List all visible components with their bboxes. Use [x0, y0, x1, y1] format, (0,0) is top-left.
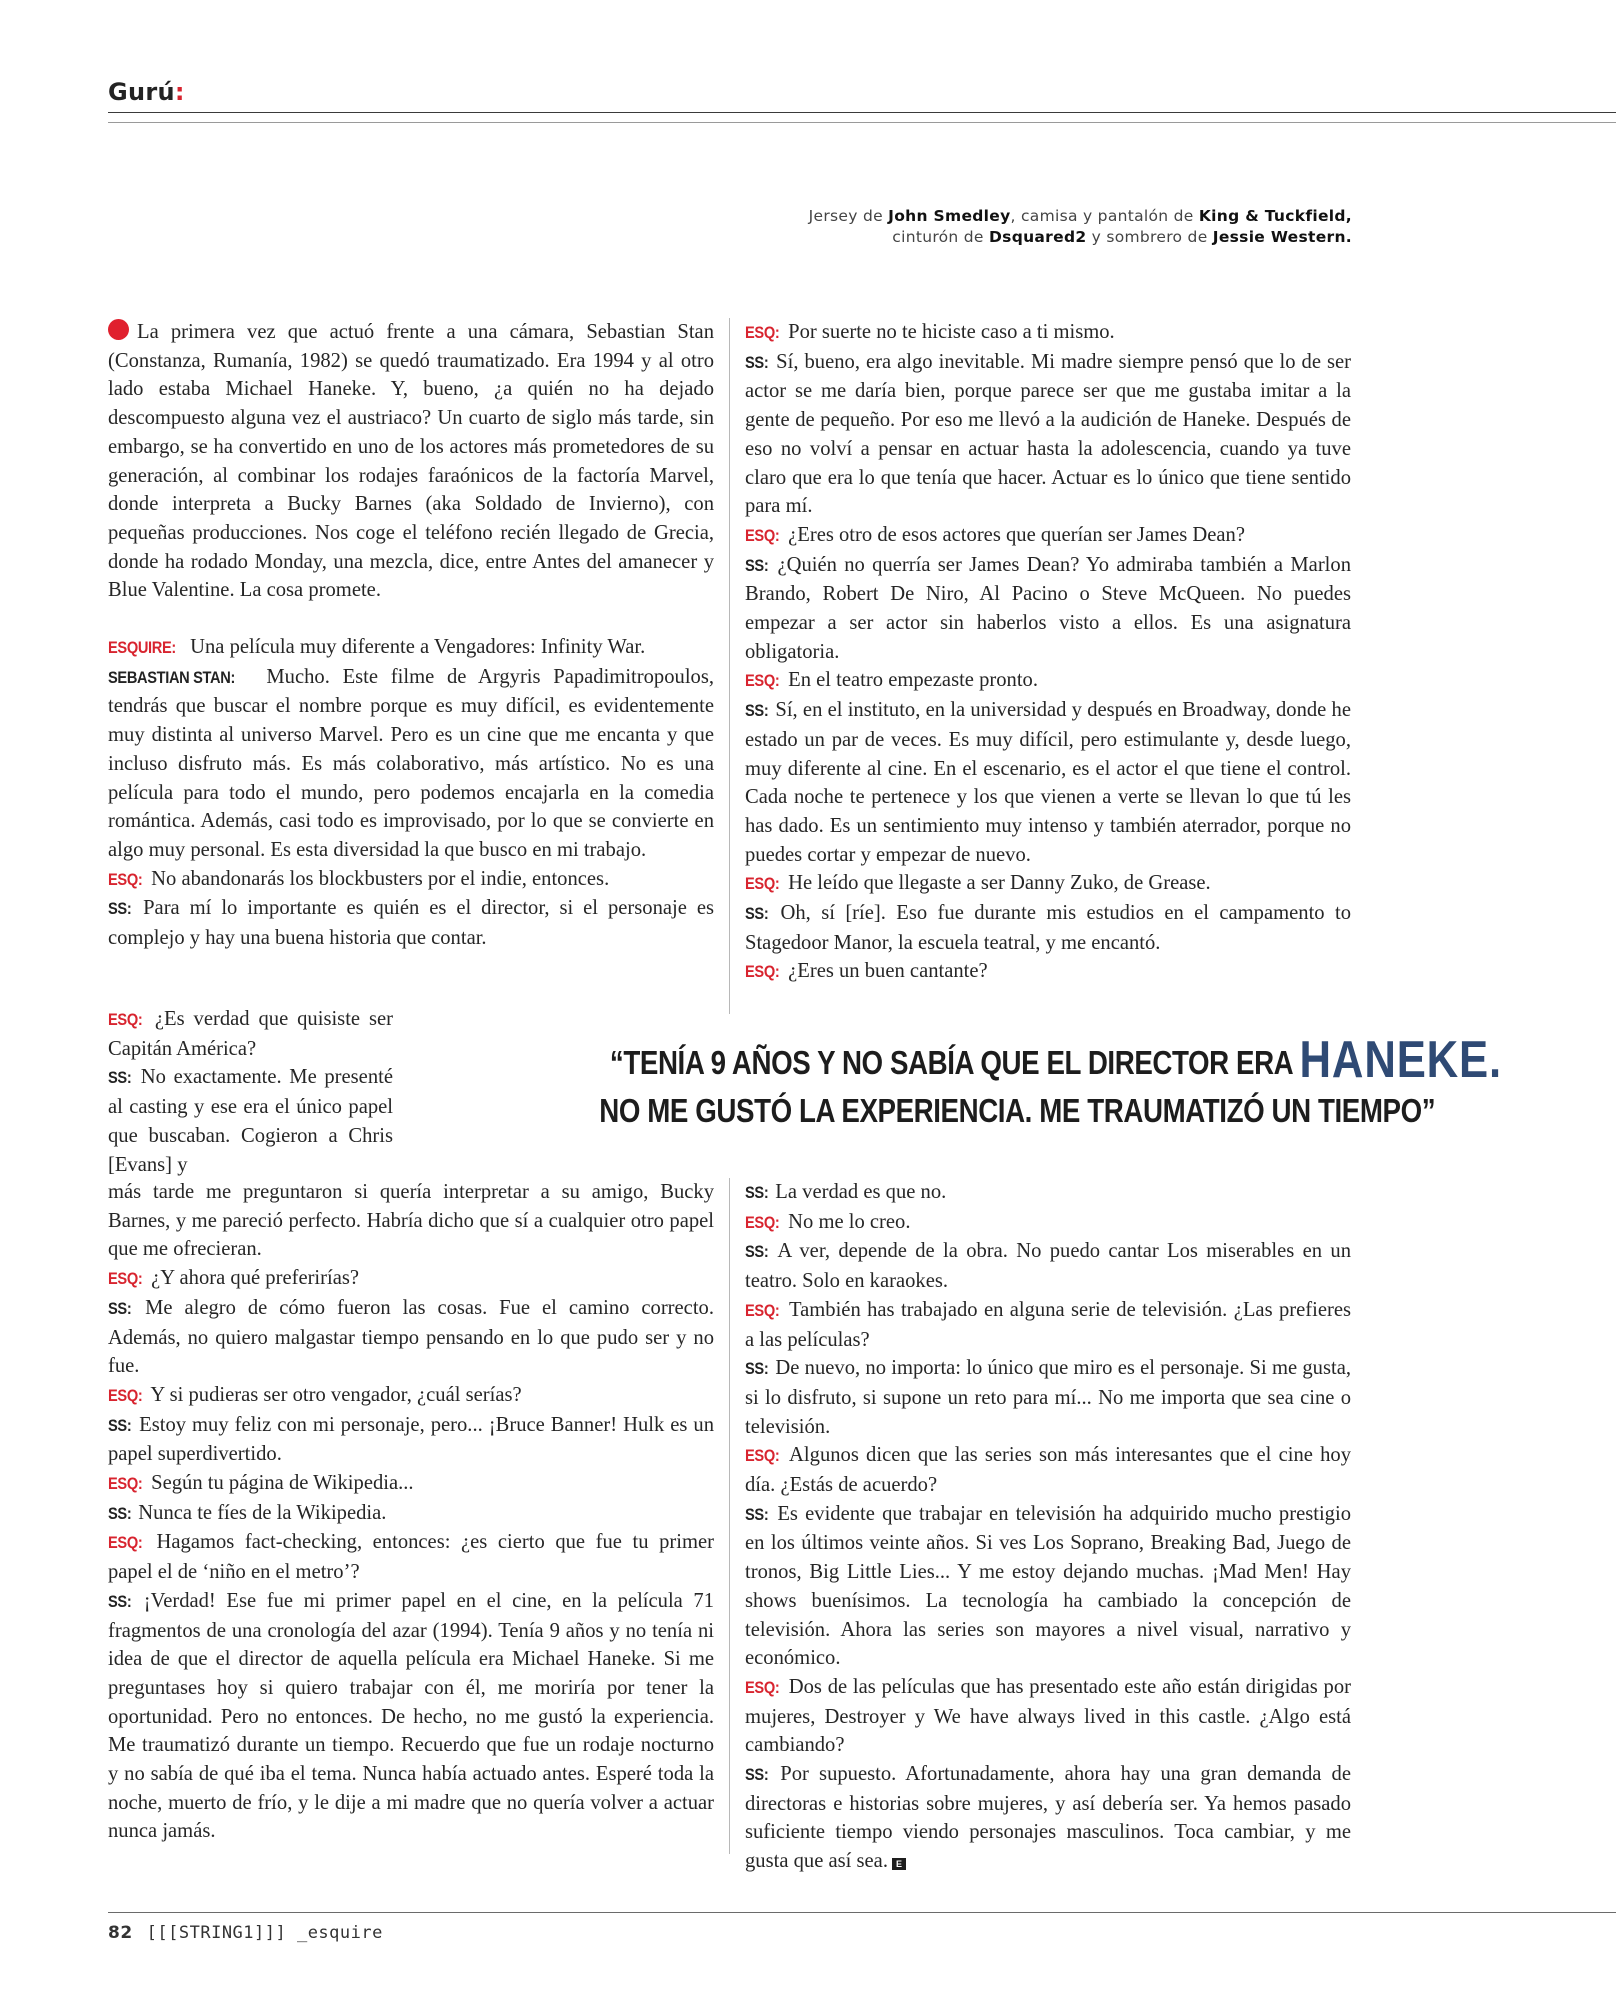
speaker-interviewee: SS:	[108, 1591, 132, 1611]
qa-text: ¿Eres otro de esos actores que querían ser James Dean?	[788, 523, 1245, 546]
section-name: Gurú	[108, 78, 175, 106]
qa-paragraph	[745, 1500, 1351, 1673]
qa-text: También has trabajado en alguna serie de televisión. ¿Las prefieres a las películas?	[745, 1298, 1351, 1351]
qa-paragraph	[108, 663, 714, 865]
intro-paragraph	[108, 318, 714, 605]
photo-caption	[592, 206, 1352, 248]
bullet-dot-icon	[108, 319, 129, 340]
speaker-interviewee: SS:	[745, 1242, 769, 1262]
speaker-interviewer: ESQ:	[745, 1677, 780, 1697]
qa-text: Sí, bueno, era algo inevitable. Mi madre siempre pensó que lo de ser actor se me daría bien, porque parece ser que me gustaba imitar a la gente de pequeño. Por eso me llevó a la audición de Haneke. Después de eso no volví a pensar en actuar hasta la adolescencia, cuando ya tuve claro que era lo que tenía que hacer. Actuar es lo único que tiene sentido para mí.	[745, 350, 1351, 518]
qa-text: He leído que llegaste a ser Danny Zuko, de Grease.	[788, 872, 1211, 895]
speaker-interviewee: SS:	[108, 1298, 132, 1318]
qa-paragraph	[108, 1264, 714, 1294]
qa-paragraph	[745, 348, 1351, 521]
speaker-interviewer: ESQ:	[745, 874, 780, 894]
qa-text: Hagamos fact-checking, entonces: ¿es cierto que fue tu primer papel el de ‘niño en el metro’?	[108, 1531, 714, 1584]
qa-text: En el teatro empezaste pronto.	[788, 669, 1039, 692]
article-column-left-top	[108, 318, 714, 953]
qa-paragraph	[745, 1441, 1351, 1499]
pull-quote	[440, 1031, 1503, 1134]
header-rule-thin	[108, 122, 1616, 123]
qa-text: ¿Es verdad que quisiste ser Capitán América?	[108, 1008, 393, 1060]
qa-paragraph	[108, 1381, 714, 1411]
qa-block-right-bottom	[745, 1178, 1351, 1876]
speaker-interviewer: ESQ:	[745, 1446, 780, 1466]
qa-paragraph	[108, 1587, 714, 1846]
qa-text: Me alegro de cómo fueron las cosas. Fue el camino correcto. Además, no quiero malgastar tiempo pensando en lo que pudo ser y no fue.	[108, 1296, 714, 1378]
speaker-interviewee: SS:	[745, 904, 769, 924]
speaker-interviewee: SS:	[745, 1359, 769, 1379]
qa-paragraph	[745, 1208, 1351, 1238]
intro-text: La primera vez que actuó frente a una cámara, Sebastian Stan (Constanza, Rumanía, 1982) se quedó traumatizado. Era 1994 y al otro lado estaba Michael Haneke. Y, bueno, ¿a quién no ha dejado descompuesto alguna vez el austriaco? Un cuarto de siglo más tarde, sin embargo, se ha convertido en uno de los actores más prometedores de su generación, al combinar los rodajes faraónicos de la factoría Marvel, donde interpreta a Bucky Barnes (aka Soldado de Invierno), con pequeñas producciones. Nos coge el teléfono recién llegado de Grecia, donde ha rodado Monday, una mezcla, dice, entre Antes del amanecer y Blue Valentine. La cosa promete.	[108, 321, 714, 602]
qa-text: A ver, depende de la obra. No puedo cantar Los miserables en un teatro. Solo en karaokes.	[745, 1240, 1351, 1293]
qa-paragraph	[108, 1005, 393, 1063]
caption-line-1	[592, 206, 1352, 227]
qa-text: Sí, en el instituto, en la universidad y después en Broadway, donde he estado un par de veces. Es muy difícil, pero estimulante y, desde luego, muy diferente al cine. En el escenario, es el actor el que tiene el control. Cada noche te pertenece y los que vienen a verte se llevan lo que tú les has dado. Es un sentimiento muy intenso y también aterrador, porque no puedes cortar y empezar de nuevo.	[745, 699, 1351, 866]
caption-text: , camisa y pantalón de	[1010, 207, 1199, 225]
qa-paragraph	[745, 1178, 1351, 1208]
speaker-interviewer: ESQ:	[108, 1533, 143, 1553]
section-colon: :	[174, 78, 185, 106]
speaker-interviewee: SS:	[745, 701, 769, 721]
speaker-interviewer: ESQ:	[108, 1385, 143, 1405]
qa-paragraph	[745, 869, 1351, 899]
article-column-left-bottom	[108, 1178, 714, 1846]
footer-brand: [[[STRING1]]] _esquire	[146, 1923, 383, 1943]
caption-brand: King & Tuckfield,	[1198, 207, 1352, 225]
column-divider-bottom	[729, 1178, 730, 1854]
qa-paragraph	[108, 1469, 714, 1499]
qa-block-right-top	[745, 318, 1351, 987]
page-number: 82	[108, 1923, 133, 1943]
qa-block-left-bottom	[108, 1264, 714, 1846]
speaker-interviewer: ESQ:	[108, 1474, 143, 1494]
qa-paragraph	[108, 1294, 714, 1381]
qa-text: No exactamente. Me presenté al casting y ese era el único papel que buscaban. Cogieron a Chris [Evans] y	[108, 1066, 393, 1176]
speaker-interviewer: ESQ:	[745, 1212, 780, 1232]
caption-line-2	[592, 227, 1352, 248]
qa-text: ¿Eres un buen cantante?	[788, 960, 988, 983]
qa-text: Estoy muy feliz con mi personaje, pero... ¡Bruce Banner! Hulk es un papel superdivertido.	[108, 1413, 714, 1466]
qa-block-narrow	[108, 1005, 393, 1179]
caption-brand: John Smedley	[888, 207, 1011, 225]
qa-paragraph	[745, 666, 1351, 696]
qa-paragraph	[745, 318, 1351, 348]
qa-paragraph	[745, 957, 1351, 987]
pull-quote-line-2	[440, 1088, 1436, 1134]
qa-text: Oh, sí [ríe]. Eso fue durante mis estudios en el campamento to Stagedoor Manor, la escuela teatral, y me encantó.	[745, 902, 1351, 954]
qa-text: Para mí lo importante es quién es el director, si el personaje es complejo y hay una buena historia que contar.	[108, 897, 714, 950]
qa-paragraph	[745, 1237, 1351, 1295]
caption-brand: Jessie Western.	[1212, 228, 1352, 246]
speaker-interviewer: ESQ:	[745, 671, 780, 691]
caption-text: Jersey de	[808, 207, 889, 225]
qa-paragraph	[745, 1296, 1351, 1354]
column-divider-top	[729, 318, 730, 1014]
qa-text: No me lo creo.	[788, 1210, 911, 1233]
qa-paragraph	[108, 865, 714, 895]
speaker-interviewee: SEBASTIAN STAN:	[108, 667, 235, 687]
section-title	[108, 78, 185, 106]
speaker-interviewer: ESQ:	[745, 323, 780, 342]
speaker-interviewee: SS:	[108, 1415, 132, 1435]
pull-quote-line-1	[440, 1031, 1503, 1089]
qa-text: Dos de las películas que has presentado este año están dirigidas por mujeres, Destroyer y We have always lived in this castle. ¿Algo está cambiando?	[745, 1675, 1351, 1757]
qa-paragraph	[108, 1528, 714, 1586]
qa-block-left-top	[108, 633, 714, 953]
qa-text: Por supuesto. Afortunadamente, ahora hay una gran demanda de directoras e historias sobre mujeres, y así debería ser. Ya hemos pasado suficiente tiempo viendo personajes masculinos. Toca cambiar, y me gusta que así sea.	[745, 1763, 1351, 1873]
header-rule	[108, 112, 1616, 113]
qa-paragraph	[745, 1673, 1351, 1760]
speaker-interviewee: SS:	[108, 1068, 132, 1088]
caption-brand: Dsquared2	[989, 228, 1087, 246]
speaker-interviewer: ESQUIRE:	[108, 638, 176, 658]
speaker-interviewer: ESQ:	[108, 1269, 143, 1289]
qa-paragraph	[745, 1760, 1351, 1876]
speaker-interviewer: ESQ:	[745, 962, 780, 982]
qa-text: La verdad es que no.	[775, 1181, 947, 1203]
qa-paragraph	[745, 1354, 1351, 1441]
qa-text: Algunos dicen que las series son más interesantes que el cine hoy día. ¿Estás de acuerdo?	[745, 1444, 1351, 1497]
qa-text: ¡Verdad! Ese fue mi primer papel en el cine, en la película 71 fragmentos de una cronología del azar (1994). Tenía 9 años y no tenía ni idea de que el director de aquella película era Michael Haneke. Si me preguntases hoy si quiero trabajar con él, me moriría por tener la oportunidad. Pero no entonces. De hecho, no me gustó la experiencia. Me traumatizó durante un tiempo. Recuerdo que fue un rodaje nocturno y no sabía de qué iba el tema. Nunca había actuado antes. Esperé toda la noche, muerto de frío, y le dije a mi madre que no quería volver a actuar nunca jamás.	[108, 1589, 714, 1843]
speaker-interviewee: SS:	[745, 1765, 769, 1785]
qa-paragraph	[108, 633, 714, 663]
qa-paragraph	[745, 551, 1351, 667]
speaker-interviewer: ESQ:	[108, 869, 143, 889]
qa-paragraph	[745, 521, 1351, 551]
qa-text: De nuevo, no importa: lo único que miro es el personaje. Si me gusta, si lo disfruto, si supone un reto para mí... No me importa que sea cine o televisión.	[745, 1357, 1351, 1438]
qa-paragraph	[745, 696, 1351, 869]
qa-text: Mucho. Este filme de Argyris Papadimitropoulos, tendrás que buscar el nombre porque es muy difícil, es evidentemente muy distinta al universo Marvel. Pero es un cine que me encanta y que incluso disfruto más. Es más colaborativo, más artístico. No es una película para todo el mundo, pero podemos encajarla en la comedia romántica. Además, casi todo es improvisado, por lo que se convierte en algo muy personal. Es esta diversidad la que busco en mi trabajo.	[108, 665, 714, 861]
speaker-interviewee: SS:	[108, 1503, 132, 1523]
qa-paragraph	[108, 1499, 714, 1529]
qa-text: No abandonarás los blockbusters por el indie, entonces.	[151, 867, 610, 890]
pull-quote-text-2: NO ME GUSTÓ LA EXPERIENCIA. ME TRAUMATIZÓ UN TIEMPO”	[599, 1092, 1436, 1129]
pull-quote-name: HANEKE.	[1299, 1031, 1503, 1089]
qa-continuation: más tarde me preguntaron si quería interpretar a su amigo, Bucky Barnes, y me pareció perfecto. Habría dicho que sí a cualquier otro papel que me ofrecieran.	[108, 1181, 714, 1261]
speaker-interviewee: SS:	[745, 352, 769, 372]
qa-text: Según tu página de Wikipedia...	[151, 1472, 414, 1495]
pull-quote-line-1-wrap	[609, 1031, 1503, 1089]
qa-paragraph	[108, 1063, 393, 1179]
speaker-interviewee: SS:	[745, 555, 769, 575]
qa-text: Nunca te fíes de la Wikipedia.	[138, 1501, 387, 1524]
page-footer	[108, 1923, 383, 1943]
pull-quote-text: “TENÍA 9 AÑOS Y NO SABÍA QUE EL DIRECTOR ERA	[609, 1044, 1293, 1081]
end-mark-icon: E	[892, 1858, 906, 1870]
qa-text: ¿Quién no querría ser James Dean? Yo admiraba también a Marlon Brando, Robert De Niro, Al Pacino o Steve McQueen. No puedes empezar a ser actor sin haberlos visto a ellos. Es una asignatura obligatoria.	[745, 553, 1351, 663]
speaker-interviewer: ESQ:	[108, 1010, 143, 1029]
qa-paragraph	[108, 894, 714, 952]
qa-text: Y si pudieras ser otro vengador, ¿cuál serías?	[150, 1383, 522, 1406]
speaker-interviewee: SS:	[108, 899, 132, 919]
footer-rule	[108, 1912, 1616, 1913]
caption-text: cinturón de	[892, 228, 989, 246]
qa-text: Por suerte no te hiciste caso a ti mismo.	[788, 321, 1115, 343]
speaker-interviewer: ESQ:	[745, 525, 780, 545]
speaker-interviewer: ESQ:	[745, 1300, 780, 1320]
qa-paragraph	[108, 1411, 714, 1469]
speaker-interviewee: SS:	[745, 1183, 769, 1202]
qa-text: Una película muy diferente a Vengadores: Infinity War.	[190, 636, 646, 659]
caption-text: y sombrero de	[1086, 228, 1213, 246]
qa-text: Es evidente que trabajar en televisión ha adquirido mucho prestigio en los últimos veinte años. Si ves Los Soprano, Breaking Bad, Juego de tronos, Big Little Lies... Y me estoy dejando muchas. ¡Mad Men! Hay shows buenísimos. La tecnología ha cambiado la concepción de televisión. Ahora las series son mayores a nivel visual, narrativo y económico.	[745, 1502, 1351, 1670]
speaker-interviewee: SS:	[745, 1504, 769, 1524]
qa-paragraph	[745, 899, 1351, 957]
qa-text: ¿Y ahora qué preferirías?	[151, 1267, 360, 1290]
